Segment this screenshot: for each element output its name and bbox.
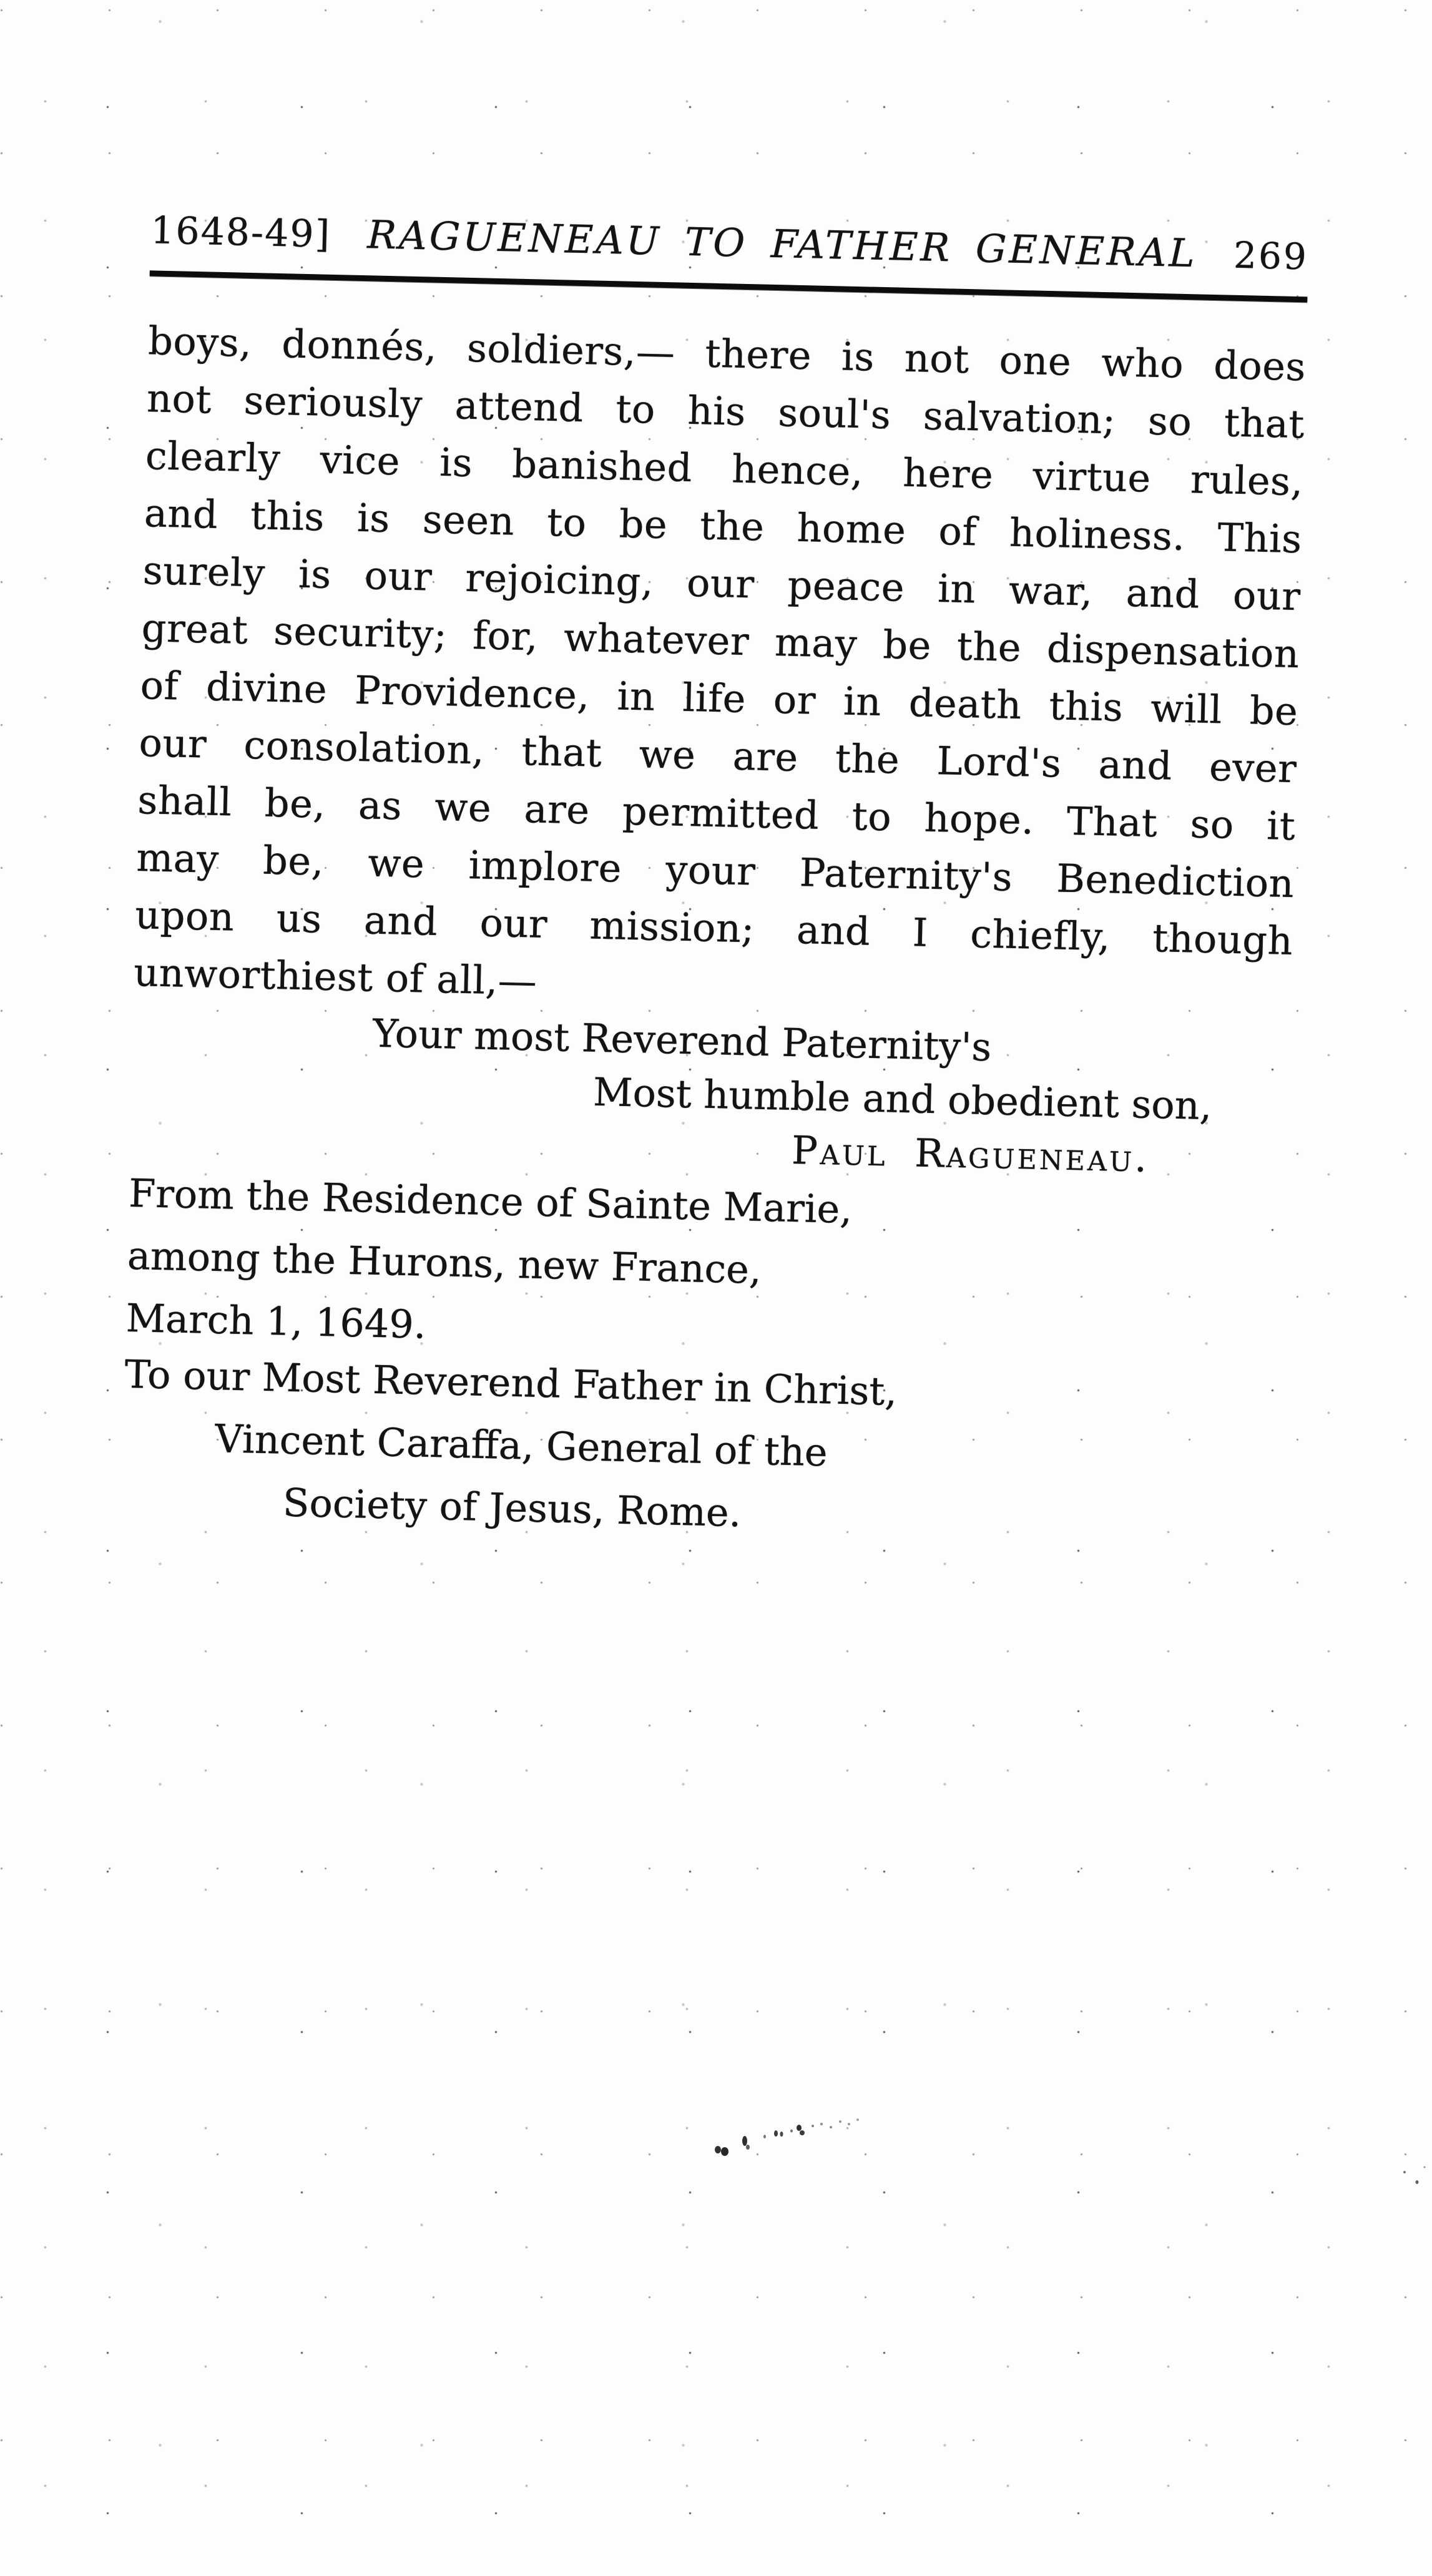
body-line: our consolation, that we are the Lord's and ever bbox=[138, 720, 1298, 792]
dateline-line: From the Residence of Sainte Marie, bbox=[128, 1170, 853, 1233]
ink-specks bbox=[1398, 2160, 1430, 2197]
valediction-line: Your most Reverend Paternity's bbox=[372, 1010, 992, 1070]
body-line: surely is our rejoicing, our peace in war, and our bbox=[142, 547, 1302, 620]
valediction-block bbox=[129, 1001, 1290, 1188]
body-line: shall be, as we are permitted to hope. That so it bbox=[137, 777, 1296, 850]
running-header bbox=[150, 206, 1308, 280]
valediction-line: Most humble and obedient son, bbox=[592, 1069, 1213, 1129]
page-content bbox=[121, 206, 1309, 1557]
body-line: not seriously attend to his soul's salvation; so that bbox=[146, 375, 1305, 448]
body-line: great security; for, whatever may be the dispensation bbox=[141, 605, 1300, 677]
addressee-line: Vincent Caraffa, General of the bbox=[214, 1416, 828, 1476]
dateline-block bbox=[125, 1162, 1287, 1376]
addressee-line: To our Most Reverend Father in Christ, bbox=[124, 1351, 898, 1414]
body-line: boys, donnés, soldiers,— there is not one who does bbox=[147, 318, 1307, 390]
running-title: RAGUENEAU TO FATHER GENERAL bbox=[366, 212, 1198, 277]
body-line: upon us and our mission; and I chiefly, though bbox=[134, 892, 1293, 964]
body-line: unworthiest of all,— bbox=[133, 949, 538, 1004]
ink-smudge bbox=[705, 2116, 868, 2160]
dateline-line: March 1, 1649. bbox=[125, 1295, 427, 1348]
dateline-line: among the Hurons, new France, bbox=[127, 1232, 762, 1293]
body-line: may be, we implore your Paternity's Benediction bbox=[135, 835, 1295, 907]
signature-name: Paul Ragueneau. bbox=[791, 1127, 1150, 1181]
body-paragraph bbox=[133, 312, 1307, 1027]
body-line: and this is seen to be the home of holiness. This bbox=[144, 490, 1303, 562]
body-line: clearly vice is banished hence, here virtue rules, bbox=[145, 433, 1304, 505]
addressee-block bbox=[121, 1343, 1283, 1557]
date-range-label: 1648-49] bbox=[150, 208, 331, 257]
addressee-line: Society of Jesus, Rome. bbox=[282, 1479, 742, 1536]
body-line: of divine Providence, in life or in death this will be bbox=[139, 662, 1299, 735]
page-number: 269 bbox=[1233, 233, 1309, 278]
